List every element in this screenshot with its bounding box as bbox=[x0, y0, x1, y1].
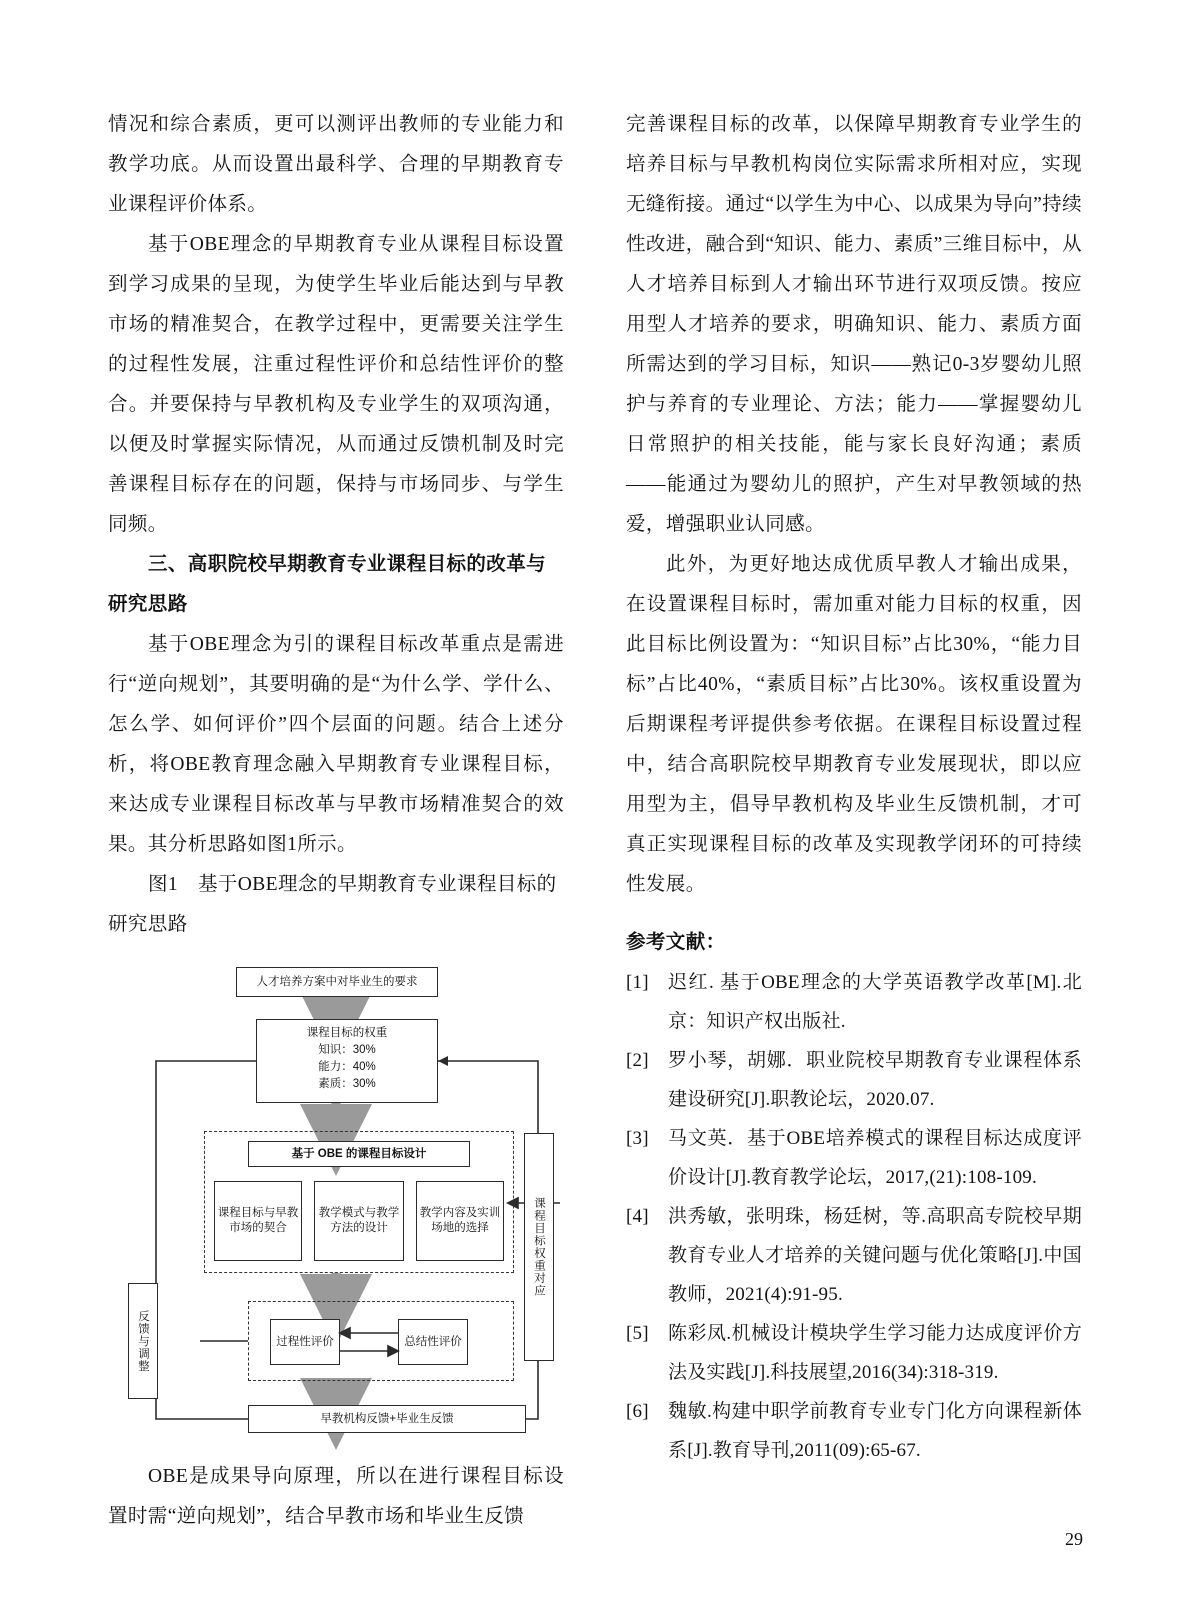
reference-number: [2] bbox=[626, 1050, 649, 1071]
reference-number: [6] bbox=[626, 1401, 649, 1422]
figure-node-top: 人才培养方案中对毕业生的要求 bbox=[236, 967, 438, 997]
page-number: 29 bbox=[1065, 1529, 1083, 1549]
reference-number: [1] bbox=[626, 972, 649, 993]
reference-item bbox=[626, 1392, 1082, 1470]
paragraph: 基于OBE理念为引的课程目标改革重点是需进行“逆向规划”，其要明确的是“为什么学、学什么、怎么学、如何评价”四个层面的问题。结合上述分析，将OBE教育理念融入早期教育专业课程目标，来达成专业课程目标改革与早教市场精准契合的效果。其分析思路如图1所示。 bbox=[108, 634, 564, 855]
figure-1-flowchart bbox=[108, 953, 564, 1453]
figure-label-weight-correspond: 课程目标权重对应 bbox=[524, 1133, 554, 1361]
figure-node-design-1: 课程目标与早教市场的契合 bbox=[214, 1181, 302, 1261]
reference-number: [4] bbox=[626, 1206, 649, 1227]
reference-item bbox=[626, 1314, 1082, 1392]
reference-item bbox=[626, 963, 1082, 1041]
figure-node-design-3: 教学内容及实训场地的选择 bbox=[416, 1181, 504, 1261]
figure-eval-arrows bbox=[108, 953, 564, 1453]
figure-node-summary-eval: 总结性评价 bbox=[398, 1319, 468, 1365]
figure-node-design-2: 教学模式与教学方法的设计 bbox=[314, 1181, 404, 1261]
reference-text: 魏敏.构建中职学前教育专业专门化方向课程新体系[J].教育导刊,2011(09):65-67. bbox=[668, 1401, 1082, 1461]
weight-quality: 素质：30% bbox=[318, 1078, 376, 1090]
left-column bbox=[108, 105, 564, 1537]
weight-ability: 能力：40% bbox=[318, 1061, 376, 1073]
weight-knowledge: 知识：30% bbox=[318, 1044, 376, 1056]
reference-text: 陈彩凤.机械设计模块学生学习能力达成度评价方法及实践[J].科技展望,2016(34):318-319. bbox=[668, 1323, 1082, 1383]
reference-item bbox=[626, 1197, 1082, 1314]
section-heading: 三、高职院校早期教育专业课程目标的改革与研究思路 bbox=[108, 554, 547, 615]
figure-label-feedback-adjust: 反馈与调整 bbox=[128, 1283, 158, 1399]
paragraph: 此外，为更好地达成优质早教人才输出成果，在设置课程目标时，需加重对能力目标的权重，因此目标比例设置为：“知识目标”占比30%，“能力目标”占比40%，“素质目标”占比30%。该权重设置为后期课程考评提供参考依据。在课程目标设置过程中，结合高职院校早期教育专业发展现状，即以应用型为主，倡导早教机构及毕业生反馈机制，才可真正实现课程目标的改革及实现教学闭环的可持续性发展。 bbox=[626, 554, 1082, 895]
figure-node-bottom: 早教机构反馈+毕业生反馈 bbox=[248, 1405, 526, 1433]
reference-number: [5] bbox=[626, 1323, 649, 1344]
figure-node-process-eval: 过程性评价 bbox=[270, 1319, 340, 1365]
reference-item bbox=[626, 1119, 1082, 1197]
reference-text: 马文英．基于OBE培养模式的课程目标达成度评价设计[J].教育教学论坛，2017,(21):108-109. bbox=[668, 1128, 1082, 1188]
two-column-layout bbox=[108, 105, 1083, 1537]
paragraph-continued: 情况和综合素质，更可以测评出教师的专业能力和教学功底。从而设置出最科学、合理的早期教育专业课程评价体系。 bbox=[108, 114, 564, 215]
paragraph: 基于OBE理念的早期教育专业从课程目标设置到学习成果的呈现，为使学生毕业后能达到与早教市场的精准契合，在教学过程中，更需要关注学生的过程性发展，注重过程性评价和总结性评价的整合。并要保持与早教机构及专业学生的双项沟通，以便及时掌握实际情况，从而通过反馈机制及时完善课程目标存在的问题，保持与市场同步、与学生同频。 bbox=[108, 234, 564, 535]
reference-text: 洪秀敏，张明珠，杨廷树，等.高职高专院校早期教育专业人才培养的关键问题与优化策略[J].中国教师，2021(4):91-95. bbox=[668, 1206, 1082, 1305]
weights-title: 课程目标的权重 bbox=[306, 1027, 388, 1039]
paragraph-closing: OBE是成果导向原理，所以在进行课程目标设置时需“逆向规划”，结合早教市场和毕业生反馈 bbox=[108, 1466, 564, 1527]
reference-item bbox=[626, 1041, 1082, 1119]
reference-number: [3] bbox=[626, 1128, 649, 1149]
references-title: 参考文献： bbox=[626, 932, 726, 953]
right-column bbox=[626, 105, 1082, 1537]
reference-text: 迟红. 基于OBE理念的大学英语教学改革[M].北京：知识产权出版社. bbox=[668, 972, 1082, 1032]
reference-text: 罗小琴，胡娜．职业院校早期教育专业课程体系建设研究[J].职教论坛，2020.07. bbox=[668, 1050, 1082, 1110]
figure-caption: 图1 基于OBE理念的早期教育专业课程目标的研究思路 bbox=[108, 874, 557, 935]
paragraph-continued: 完善课程目标的改革，以保障早期教育专业学生的培养目标与早教机构岗位实际需求所相对应，实现无缝衔接。通过“以学生为中心、以成果为导向”持续性改进，融合到“知识、能力、素质”三维目标中，从人才培养目标到人才输出环节进行双项反馈。按应用型人才培养的要求，明确知识、能力、素质方面所需达到的学习目标，知识——熟记0-3岁婴幼儿照护与养育的专业理论、方法；能力——掌握婴幼儿日常照护的相关技能，能与家长良好沟通；素质——能通过为婴幼儿的照护，产生对早教领域的热爱，增强职业认同感。 bbox=[626, 114, 1082, 535]
figure-node-design-title: 基于 OBE 的课程目标设计 bbox=[248, 1141, 470, 1167]
